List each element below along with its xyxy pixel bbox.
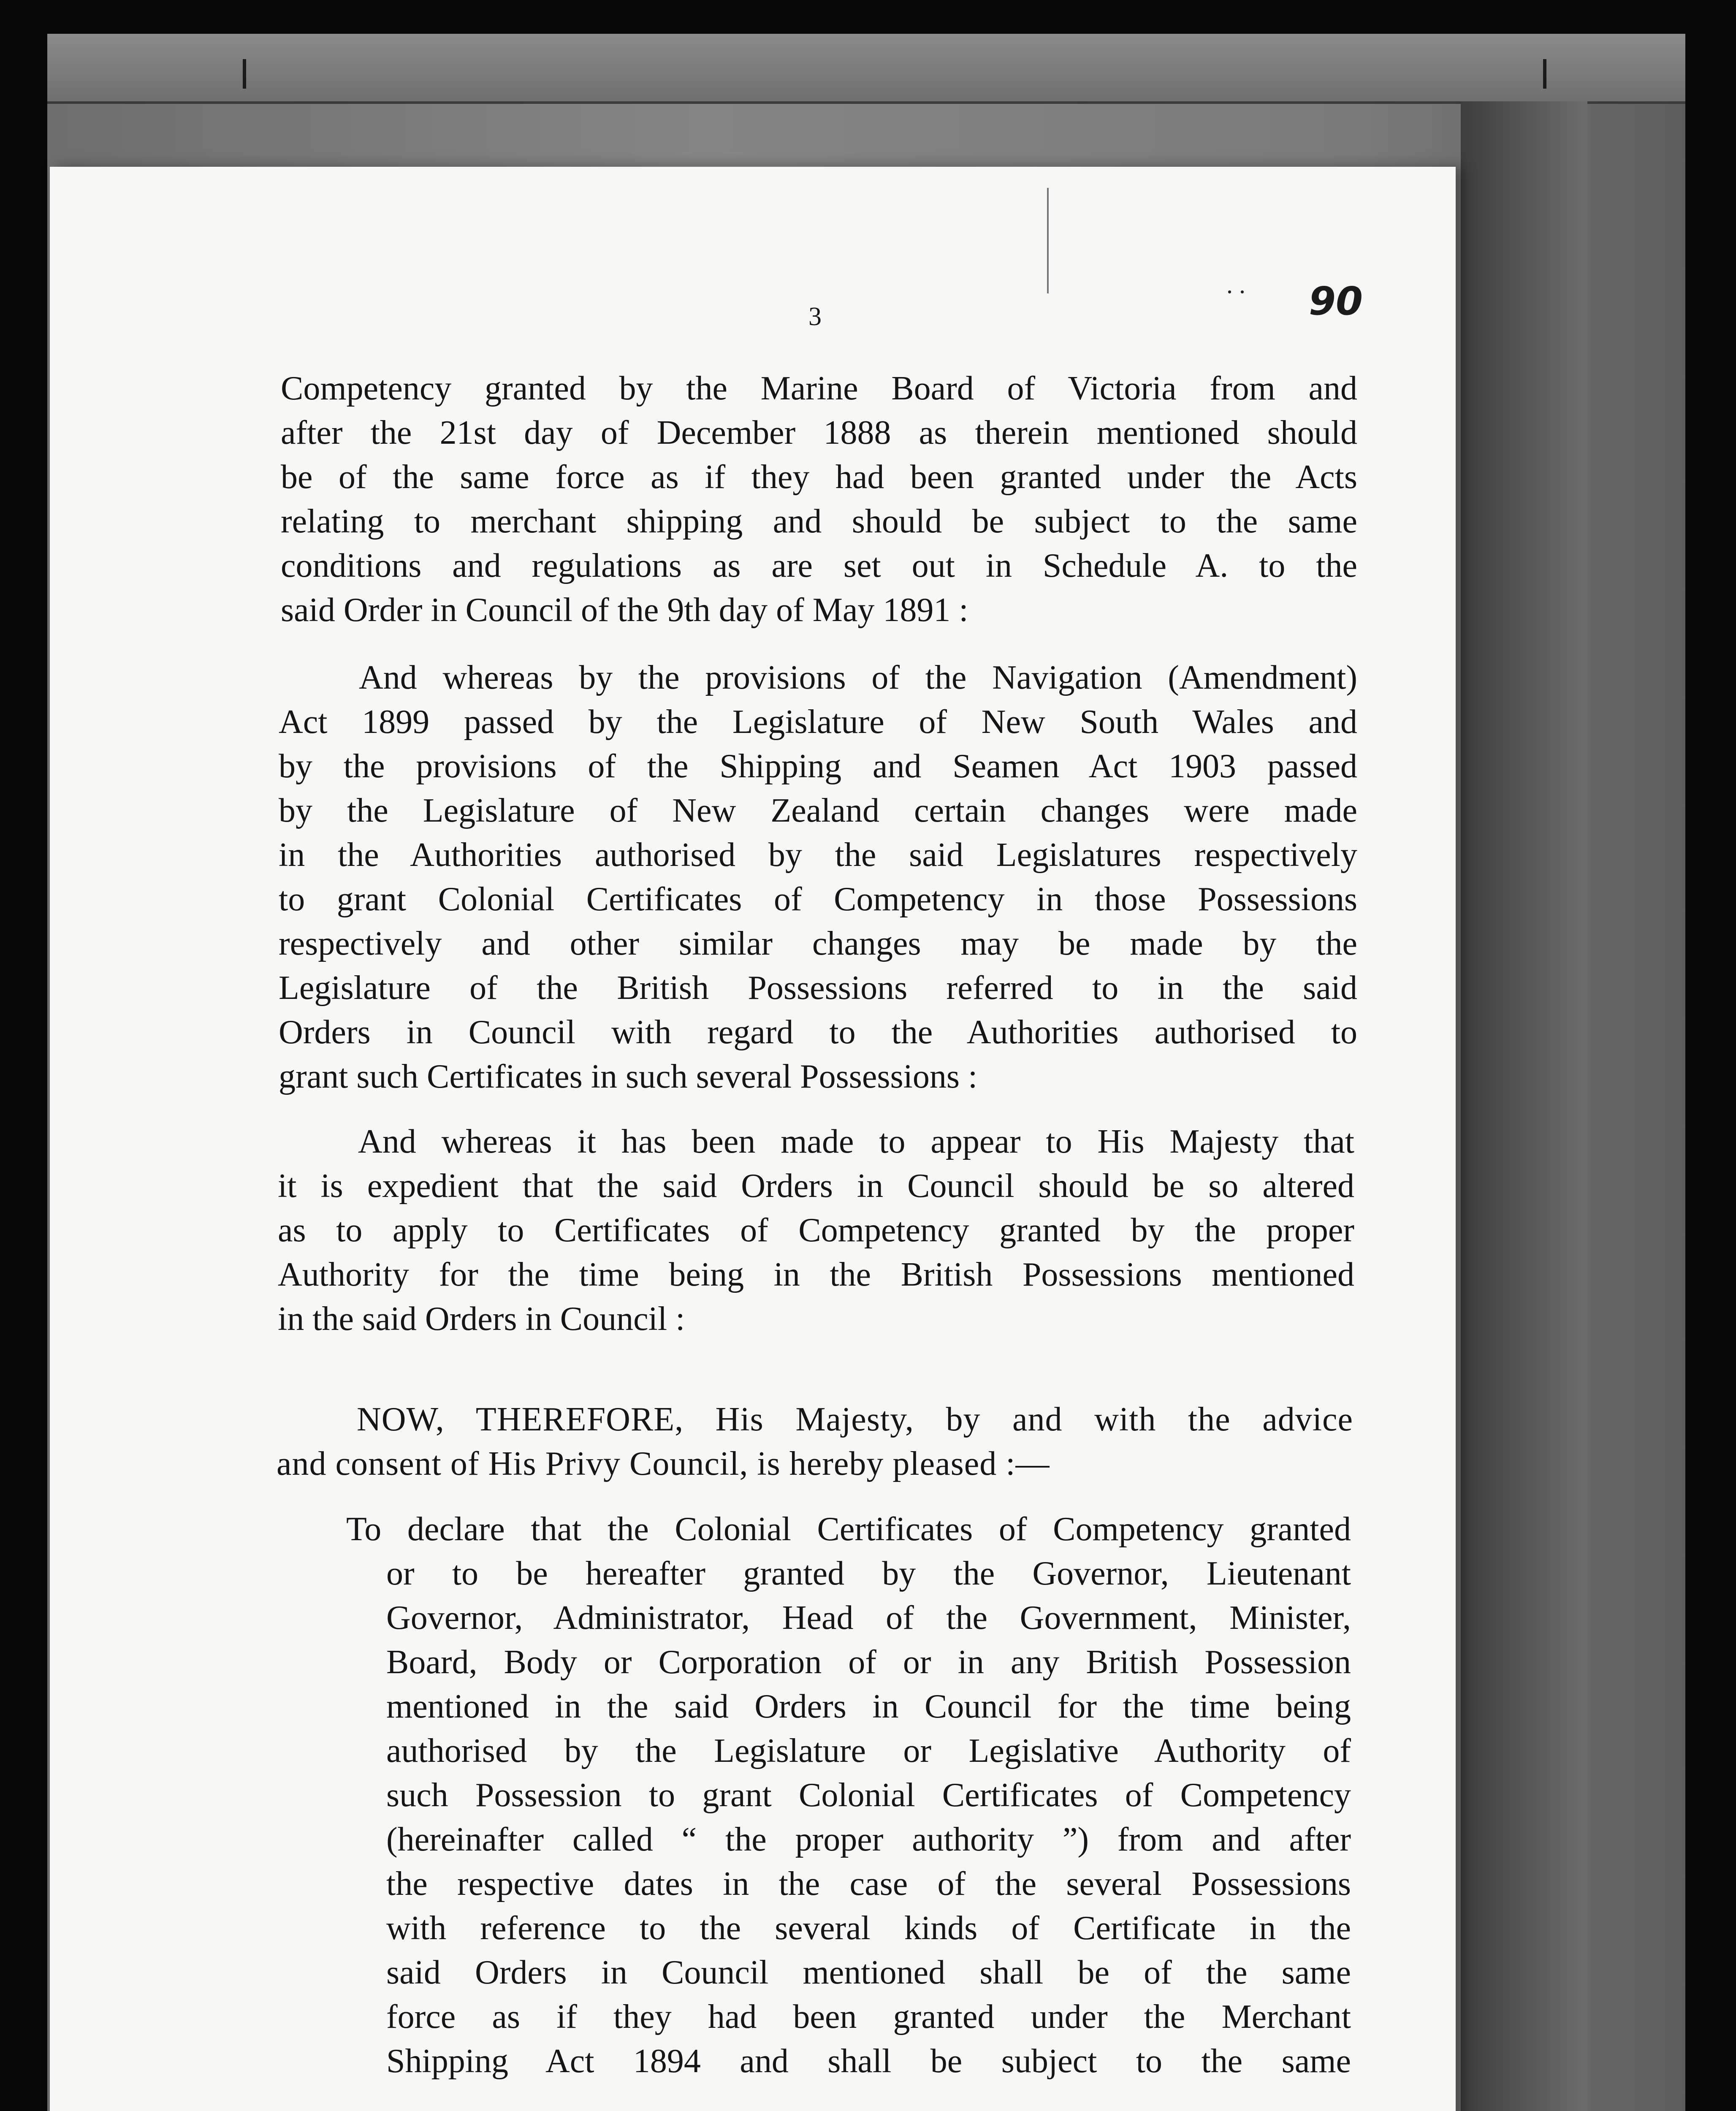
page-number: 3	[808, 302, 822, 331]
text-line: after the 21st day of December 1888 as therein mentioned should	[281, 414, 1357, 451]
text-line: grant such Certificates in such several Possessions :	[279, 1058, 978, 1095]
stray-pencil-mark	[1047, 188, 1049, 293]
page-shadow	[1461, 101, 1587, 2111]
text-line: And whereas by the provisions of the Navigation (Amendment)	[359, 659, 1357, 696]
paragraph-competency-victoria	[281, 366, 1357, 632]
paragraph-his-majesty-expedient	[278, 1120, 1354, 1341]
text-line: Authority for the time being in the British Possessions mentioned	[278, 1256, 1354, 1293]
paragraph-now-therefore	[277, 1397, 1353, 1486]
text-line: said Orders in Council mentioned shall be of the same	[386, 1954, 1351, 1991]
text-line: force as if they had been granted under the Merchant	[386, 1998, 1351, 2035]
text-line: And whereas it has been made to appear to His Majesty that	[358, 1123, 1354, 1160]
text-line: Act 1899 passed by the Legislature of New South Wales and	[279, 703, 1357, 741]
text-line: Shipping Act 1894 and shall be subject to the same	[386, 2043, 1351, 2080]
text-line: (hereinafter called “ the proper authority ”) from and after	[386, 1821, 1351, 1858]
text-line: in the Authorities authorised by the said Legislatures respectively	[279, 836, 1357, 874]
registration-tick-right	[1543, 59, 1546, 89]
top-clamp-bar	[47, 34, 1685, 104]
paragraph-to-declare	[346, 1507, 1351, 2084]
text-line: conditions and regulations as are set out in Schedule A. to the	[281, 547, 1357, 584]
text-line: Orders in Council with regard to the Authorities authorised to	[279, 1014, 1357, 1051]
text-line: To declare that the Colonial Certificates of Competency granted	[346, 1511, 1351, 1548]
text-line: the respective dates in the case of the several Possessions	[386, 1865, 1351, 1902]
text-line: with reference to the several kinds of Certificate in the	[386, 1910, 1351, 1947]
text-line: Board, Body or Corporation of or in any British Possession	[386, 1644, 1351, 1681]
text-line: and consent of His Privy Council, is hereby pleased :—	[277, 1445, 1050, 1482]
text-line: in the said Orders in Council :	[278, 1300, 685, 1338]
text-line: said Order in Council of the 9th day of May 1891 :	[281, 592, 968, 629]
text-line: or to be hereafter granted by the Governor, Lieutenant	[386, 1555, 1351, 1592]
text-line: as to apply to Certificates of Competency granted by the proper	[278, 1212, 1354, 1249]
text-line: mentioned in the said Orders in Council for the time being	[386, 1688, 1351, 1725]
text-line: Governor, Administrator, Head of the Government, Minister,	[386, 1599, 1351, 1636]
text-line: by the Legislature of New Zealand certain changes were made	[279, 792, 1357, 829]
text-line: Competency granted by the Marine Board of Victoria from and	[281, 370, 1357, 407]
text-line: respectively and other similar changes may be made by the	[279, 925, 1357, 962]
folio-dots: . .	[1226, 271, 1245, 298]
folio-number: 90	[1309, 279, 1363, 324]
text-line: be of the same force as if they had been granted under the Acts	[281, 459, 1357, 496]
text-line: such Possession to grant Colonial Certificates of Competency	[386, 1777, 1351, 1814]
paragraph-navigation-amendment	[279, 656, 1357, 1099]
text-line: authorised by the Legislature or Legislative Authority of	[386, 1732, 1351, 1769]
text-line: by the provisions of the Shipping and Seamen Act 1903 passed	[279, 748, 1357, 785]
text-line: Legislature of the British Possessions referred to in the said	[279, 969, 1357, 1007]
text-line: it is expedient that the said Orders in Council should be so altered	[278, 1167, 1354, 1205]
text-line: to grant Colonial Certificates of Competency in those Possessions	[279, 881, 1357, 918]
registration-tick-left	[243, 59, 246, 89]
text-line: relating to merchant shipping and should be subject to the same	[281, 503, 1357, 540]
text-line: NOW, THEREFORE, His Majesty, by and with the advice	[357, 1401, 1353, 1438]
